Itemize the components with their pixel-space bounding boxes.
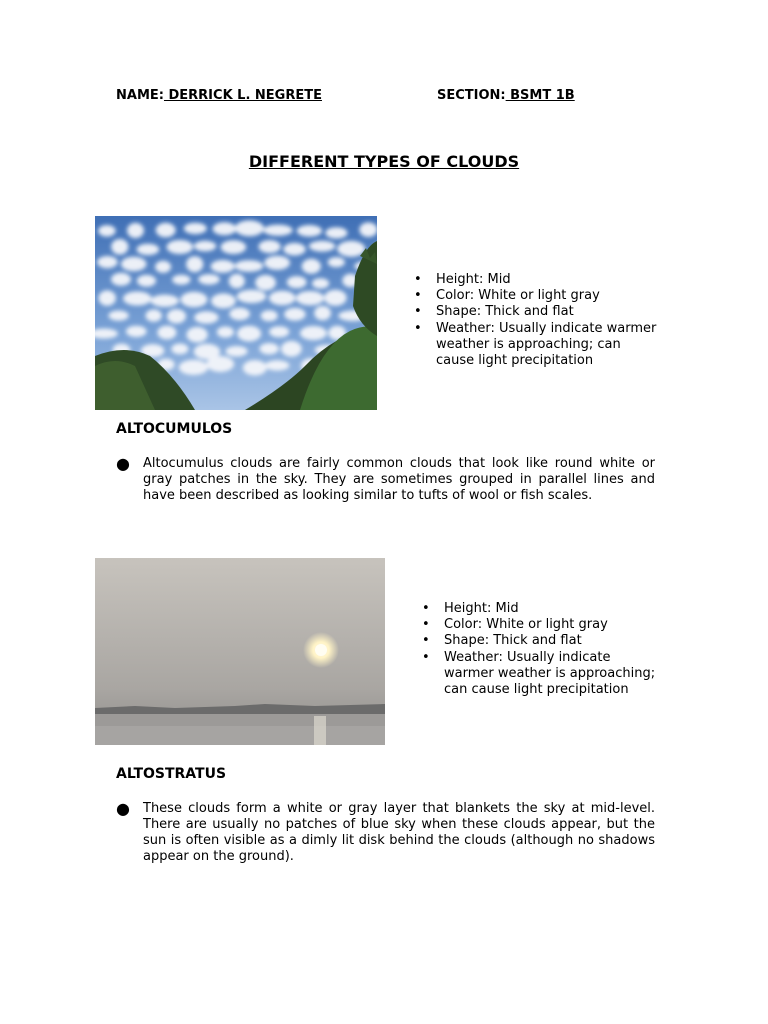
altostratus-properties [419,601,659,698]
altocumulus-photo [95,216,377,410]
altocumulus-description: Altocumulus clouds are fairly common clouds that look like round white or gray patches in the sky. They are sometimes grouped in parallel lines and have been described as looking similar to tufts of wool or fish scales. [143,456,655,503]
list-item: • Shape: Thick and flat [419,633,659,649]
altostratus-heading: ALTOSTRATUS [116,766,227,782]
list-item: • Color: White or light gray [411,288,661,304]
altostratus-description: These clouds form a white or gray layer that blankets the sky at mid-level. There are usually no patches of blue sky when these clouds appear, but the sun is often visible as a dimly lit disk behind the clouds (although no shadows appear on the ground). [143,801,655,864]
section-value: BSMT 1B [505,88,575,103]
section-label: SECTION: [437,88,506,103]
list-item: • Height: Mid [419,601,659,617]
list-item: • Color: White or light gray [419,617,659,633]
altostratus-photo [95,558,385,745]
bullet-icon: ● [116,799,130,818]
page-title: DIFFERENT TYPES OF CLOUDS [248,152,520,171]
name-field [116,88,322,103]
list-item: • Weather: Usually indicate warmer weather is approaching; can cause light precipitation [419,650,659,699]
name-label: NAME: [116,88,164,103]
list-item: • Shape: Thick and flat [411,304,661,320]
list-item: • Weather: Usually indicate warmer weather is approaching; can cause light precipitation [411,321,661,370]
altocumulus-heading: ALTOCUMULOS [116,421,233,437]
bullet-icon: ● [116,454,130,473]
name-value: DERRICK L. NEGRETE [163,88,322,103]
list-item: • Height: Mid [411,272,661,288]
section-field [437,88,575,103]
altocumulus-properties [411,272,661,369]
